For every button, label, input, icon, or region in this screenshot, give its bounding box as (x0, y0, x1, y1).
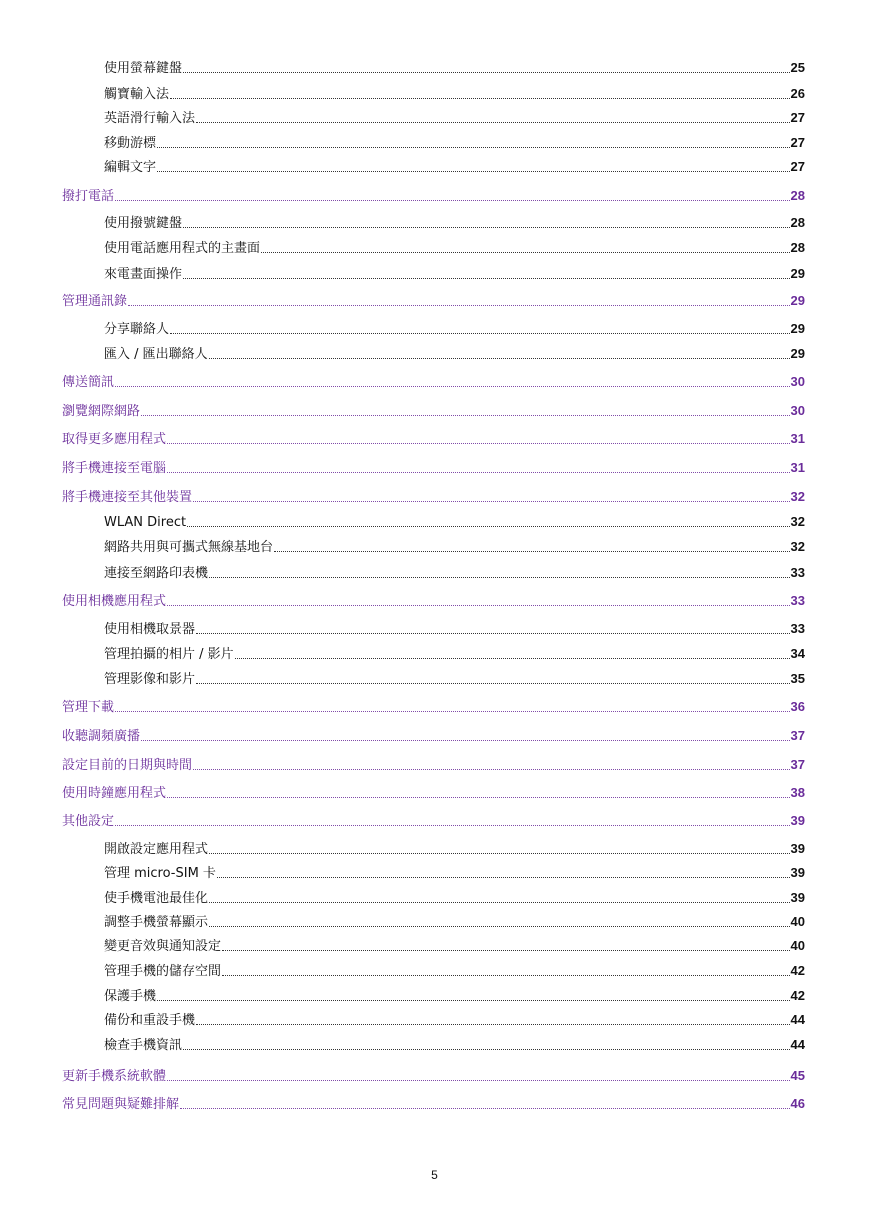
toc-subsection-entry[interactable] (104, 669, 805, 689)
toc-entry-page: 25 (790, 60, 805, 75)
toc-entry-title: 收聽調頻廣播 (62, 729, 141, 744)
dot-leader (222, 975, 790, 976)
dot-leader (183, 72, 790, 73)
toc-entry-title: 使用相機應用程式 (62, 594, 167, 609)
toc-subsection-entry[interactable] (104, 888, 805, 908)
toc-entry-page: 40 (790, 914, 805, 929)
dot-leader (217, 877, 790, 878)
dot-leader (167, 1080, 790, 1081)
toc-entry-title: 設定目前的日期與時間 (62, 758, 193, 773)
toc-entry-page: 35 (790, 671, 805, 686)
toc-entry-title: 開啟設定應用程式 (104, 842, 209, 857)
toc-entry-title: 變更音效與通知設定 (104, 939, 222, 954)
dot-leader (141, 415, 790, 416)
toc-entry-title: 備份和重設手機 (104, 1013, 196, 1028)
toc-subsection-entry[interactable] (104, 936, 805, 956)
dot-leader (167, 797, 790, 798)
dot-leader (183, 227, 790, 228)
dot-leader (167, 472, 790, 473)
dot-leader (180, 1108, 790, 1109)
toc-entry-page: 37 (790, 728, 805, 743)
toc-section-entry[interactable] (62, 458, 805, 478)
toc-entry-title: 使用相機取景器 (104, 622, 196, 637)
toc-subsection-entry[interactable] (104, 84, 805, 104)
toc-subsection-entry[interactable] (104, 644, 805, 664)
dot-leader (157, 1000, 790, 1001)
toc-entry-title: 使用電話應用程式的主畫面 (104, 241, 261, 256)
dot-leader (209, 577, 790, 578)
toc-entry-title: 將手機連接至其他裝置 (62, 490, 193, 505)
dot-leader (222, 950, 790, 951)
toc-entry-page: 26 (790, 86, 805, 101)
toc-entry-page: 33 (790, 593, 805, 608)
toc-section-entry[interactable] (62, 429, 805, 449)
toc-entry-title: 撥打電話 (62, 189, 115, 204)
toc-entry-page: 34 (790, 646, 805, 661)
toc-section-entry[interactable] (62, 487, 805, 507)
dot-leader (167, 443, 790, 444)
dot-leader (170, 98, 790, 99)
toc-subsection-entry[interactable] (104, 1010, 805, 1030)
toc-entry-title: 連接至網路印表機 (104, 566, 209, 581)
toc-entry-title: 觸寶輸入法 (104, 87, 170, 102)
dot-leader (274, 551, 790, 552)
toc-entry-page: 44 (790, 1037, 805, 1052)
toc-subsection-entry[interactable] (104, 863, 805, 883)
dot-leader (196, 683, 790, 684)
toc-entry-title: 管理下載 (62, 700, 115, 715)
toc-subsection-entry[interactable] (104, 961, 805, 981)
toc-entry-page: 30 (790, 403, 805, 418)
toc-subsection-entry[interactable] (104, 1035, 805, 1055)
toc-entry-title: 來電畫面操作 (104, 267, 183, 282)
toc-entry-page: 31 (790, 460, 805, 475)
dot-leader (196, 633, 790, 634)
toc-entry-page: 29 (790, 321, 805, 336)
dot-leader (141, 740, 790, 741)
toc-entry-page: 38 (790, 785, 805, 800)
dot-leader (209, 358, 790, 359)
toc-section-entry[interactable] (62, 591, 805, 611)
toc-entry-page: 29 (790, 346, 805, 361)
toc-entry-page: 39 (790, 865, 805, 880)
dot-leader (193, 769, 790, 770)
dot-leader (183, 1049, 790, 1050)
toc-entry-page: 28 (790, 188, 805, 203)
toc-section-entry[interactable] (62, 1066, 805, 1086)
toc-subsection-entry[interactable] (104, 238, 805, 258)
toc-entry-title: 保護手機 (104, 989, 157, 1004)
toc-subsection-entry[interactable] (104, 344, 805, 364)
toc-entry-title: 將手機連接至電腦 (62, 461, 167, 476)
toc-entry-page: 27 (790, 110, 805, 125)
toc-entry-page: 29 (790, 266, 805, 281)
toc-entry-page: 33 (790, 621, 805, 636)
toc-subsection-entry[interactable] (104, 986, 805, 1006)
toc-entry-page: 36 (790, 699, 805, 714)
toc-entry-page: 32 (790, 514, 805, 529)
dot-leader (183, 278, 790, 279)
toc-entry-page: 29 (790, 293, 805, 308)
toc-entry-title: 管理拍攝的相片 / 影片 (104, 647, 234, 662)
toc-entry-title: 常見問題與疑難排解 (62, 1097, 180, 1112)
page-number: 5 (431, 1168, 438, 1182)
toc-entry-page: 33 (790, 565, 805, 580)
toc-subsection-entry[interactable] (104, 619, 805, 639)
dot-leader (235, 658, 790, 659)
dot-leader (209, 853, 790, 854)
toc-entry-page: 32 (790, 489, 805, 504)
toc-entry-title: 編輯文字 (104, 160, 157, 175)
dot-leader (157, 147, 790, 148)
toc-entry-title: WLAN Direct (104, 515, 187, 530)
toc-subsection-entry[interactable] (104, 58, 805, 78)
toc-entry-title: 使用時鐘應用程式 (62, 786, 167, 801)
toc-entry-page: 37 (790, 757, 805, 772)
toc-entry-title: 網路共用與可攜式無線基地台 (104, 540, 274, 555)
toc-entry-title: 更新手機系統軟體 (62, 1069, 167, 1084)
toc-entry-page: 31 (790, 431, 805, 446)
toc-entry-page: 28 (790, 215, 805, 230)
toc-entry-page: 42 (790, 963, 805, 978)
toc-entry-title: 管理影像和影片 (104, 672, 196, 687)
toc-entry-page: 44 (790, 1012, 805, 1027)
toc-subsection-entry[interactable] (104, 839, 805, 859)
dot-leader (187, 526, 789, 527)
dot-leader (115, 825, 790, 826)
toc-section-entry[interactable] (62, 783, 805, 803)
toc-entry-page: 27 (790, 159, 805, 174)
dot-leader (115, 200, 790, 201)
toc-subsection-entry[interactable] (104, 563, 805, 583)
toc-entry-title: 英語滑行輸入法 (104, 111, 196, 126)
dot-leader (209, 926, 790, 927)
dot-leader (261, 252, 790, 253)
toc-entry-title: 管理手機的儲存空間 (104, 964, 222, 979)
toc-entry-title: 分享聯絡人 (104, 322, 170, 337)
toc-entry-title: 匯入 / 匯出聯絡人 (104, 347, 208, 362)
toc-section-entry[interactable] (62, 1094, 805, 1114)
toc-entry-title: 管理 micro-SIM 卡 (104, 866, 216, 881)
toc-entry-page: 39 (790, 841, 805, 856)
dot-leader (170, 333, 790, 334)
dot-leader (196, 1024, 790, 1025)
toc-entry-title: 檢查手機資訊 (104, 1038, 183, 1053)
toc-entry-page: 46 (790, 1096, 805, 1111)
toc-section-entry[interactable] (62, 401, 805, 421)
toc-entry-page: 28 (790, 240, 805, 255)
toc-subsection-entry[interactable] (104, 213, 805, 233)
toc-entry-title: 使用螢幕鍵盤 (104, 61, 183, 76)
toc-entry-title: 傳送簡訊 (62, 375, 115, 390)
toc-entry-title: 調整手機螢幕顯示 (104, 915, 209, 930)
dot-leader (157, 171, 790, 172)
toc-entry-page: 30 (790, 374, 805, 389)
toc-subsection-entry[interactable] (104, 912, 805, 932)
toc-entry-title: 取得更多應用程式 (62, 432, 167, 447)
toc-entry-title: 管理通訊錄 (62, 294, 128, 309)
toc-subsection-entry[interactable] (104, 264, 805, 284)
toc-entry-page: 39 (790, 813, 805, 828)
toc-entry-title: 其他設定 (62, 814, 115, 829)
toc-section-entry[interactable] (62, 697, 805, 717)
dot-leader (115, 386, 790, 387)
toc-entry-title: 使用撥號鍵盤 (104, 216, 183, 231)
toc-entry-title: 移動游標 (104, 136, 157, 151)
dot-leader (209, 902, 790, 903)
dot-leader (196, 122, 790, 123)
dot-leader (128, 305, 790, 306)
toc-entry-page: 42 (790, 988, 805, 1003)
toc-entry-page: 40 (790, 938, 805, 953)
toc-subsection-entry[interactable] (104, 537, 805, 557)
toc-section-entry[interactable] (62, 291, 805, 311)
toc-subsection-entry[interactable] (104, 319, 805, 339)
toc-entry-page: 45 (790, 1068, 805, 1083)
dot-leader (115, 711, 790, 712)
toc-section-entry[interactable] (62, 372, 805, 392)
dot-leader (193, 501, 790, 502)
toc-entry-title: 使手機電池最佳化 (104, 891, 209, 906)
toc-subsection-entry[interactable] (104, 133, 805, 153)
toc-section-entry[interactable] (62, 811, 805, 831)
toc-section-entry[interactable] (62, 186, 805, 206)
toc-entry-page: 39 (790, 890, 805, 905)
toc-entry-page: 27 (790, 135, 805, 150)
toc-section-entry[interactable] (62, 755, 805, 775)
toc-entry-title: 瀏覽網際網路 (62, 404, 141, 419)
toc-section-entry[interactable] (62, 726, 805, 746)
toc-entry-page: 32 (790, 539, 805, 554)
dot-leader (167, 605, 790, 606)
toc-subsection-entry[interactable] (104, 108, 805, 128)
toc-subsection-entry[interactable] (104, 157, 805, 177)
toc-subsection-entry[interactable] (104, 512, 805, 532)
